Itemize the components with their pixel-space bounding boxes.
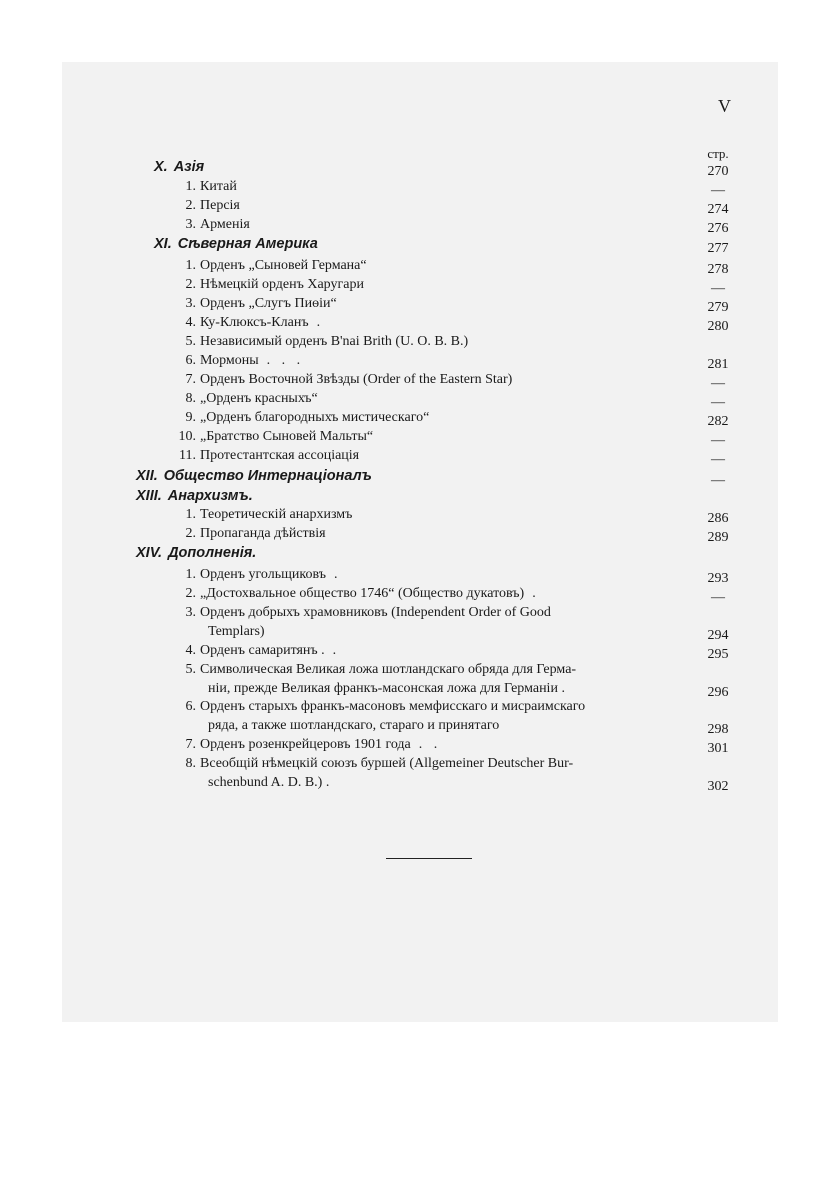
toc-entry-title: Протестантская ассоціація: [200, 448, 360, 463]
toc-entry-title: Азія: [173, 159, 205, 175]
toc-entry-title: Всеобщій нѣмецкій союзъ буршей (Allgemeiner Deutscher Bur-: [200, 756, 574, 771]
toc-entry: [176, 446, 359, 465]
toc-page-number: 294: [707, 628, 729, 643]
toc-entry: [176, 294, 337, 313]
toc-entry-number: 5.: [185, 662, 196, 677]
toc-entry-number: 1.: [185, 258, 196, 273]
toc-entry-number: 4.: [185, 315, 196, 330]
toc-entry: [176, 660, 576, 679]
toc-entry-number: 3.: [185, 217, 196, 232]
toc-entry-continuation: [208, 622, 265, 641]
toc-entry-number: XIII.: [136, 488, 162, 504]
toc-entry-title: ніи, прежде Великая франкъ-масонская ложа для Германіи .: [208, 681, 565, 696]
toc-page-number: 282: [707, 414, 729, 429]
toc-entry-number: 2.: [185, 586, 196, 601]
toc-page-number: 276: [707, 221, 729, 236]
toc-entry-title: Нѣмецкій орденъ Харугари: [200, 277, 364, 292]
toc-entry-title: Анархизмъ.: [167, 488, 253, 504]
toc-entry-number: 6.: [185, 353, 196, 368]
toc-entry-number: XIV.: [136, 545, 163, 561]
toc-page-number: 302: [707, 779, 729, 794]
toc-entry: [176, 256, 367, 275]
toc-page-number: —: [711, 590, 725, 605]
toc-section-heading: [136, 544, 256, 563]
toc-entry-title: „Орденъ красныхъ“: [200, 391, 318, 406]
toc-entry-continuation: [208, 679, 565, 698]
toc-page-number: 274: [707, 202, 729, 217]
toc-entry-title: „Братство Сыновей Мальты“: [200, 429, 374, 444]
toc-entry: [176, 427, 373, 446]
toc-entry-number: 7.: [185, 737, 196, 752]
toc-entry-title: Орденъ добрыхъ храмовниковъ (Independent Order of Good: [200, 605, 551, 620]
toc-entry-title: Орденъ Восточной Звѣзды (Order of the Eastern Star): [200, 372, 513, 387]
toc-entry-number: 10.: [178, 429, 196, 444]
toc-entry-number: XI.: [154, 236, 172, 252]
toc-page-number: 298: [707, 722, 729, 737]
toc-entry-title: Орденъ старыхъ франкъ-масоновъ мемфисскаго и мисраимскаго: [200, 699, 586, 714]
toc-entry: [176, 641, 340, 660]
toc-entry-number: 6.: [185, 699, 196, 714]
toc-entry-title: Китай: [200, 179, 237, 194]
toc-entry: [176, 313, 324, 332]
toc-page-number: 293: [707, 571, 729, 586]
toc-entry-title: „Орденъ благородныхъ мистическаго“: [200, 410, 430, 425]
toc-entry: [176, 524, 326, 543]
toc-section-heading: [136, 487, 253, 506]
toc-entry-title: Орденъ самаритянъ .: [200, 643, 325, 658]
toc-entry: [176, 370, 512, 389]
toc-entry-title: Персія: [200, 198, 240, 213]
toc-entry-number: 1.: [185, 507, 196, 522]
toc-entry-number: X.: [154, 159, 168, 175]
page-number: V: [718, 96, 731, 116]
toc-entry-continuation: [208, 716, 499, 735]
toc-page-number: —: [711, 395, 725, 410]
toc-entry: [176, 735, 441, 754]
toc-entry-number: 2.: [185, 198, 196, 213]
toc-entry-number: 7.: [185, 372, 196, 387]
toc-page-number: —: [711, 281, 725, 296]
toc-entry-title: Сѣверная Америка: [177, 236, 318, 252]
toc-entry-number: 8.: [185, 756, 196, 771]
toc-entry-number: 5.: [185, 334, 196, 349]
toc-entry-number: XII.: [136, 468, 158, 484]
toc-section-heading: [154, 235, 318, 254]
toc-page-number: 296: [707, 685, 729, 700]
toc-entry-title: Орденъ розенкрейцеровъ 1901 года: [200, 737, 411, 752]
toc-page-number: 278: [707, 262, 729, 277]
toc-section-heading: [136, 467, 372, 486]
toc-entry-number: 8.: [185, 391, 196, 406]
toc-entry: [176, 215, 250, 234]
toc-entry-title: Общество Интернаціоналъ: [163, 468, 372, 484]
toc-page-number: —: [711, 473, 725, 488]
toc-leader-dots: . . .: [266, 353, 305, 368]
toc-page-number: 286: [707, 511, 729, 526]
toc-page-number: 281: [707, 357, 729, 372]
toc-entry-title: Символическая Великая ложа шотландскаго обряда для Герма-: [200, 662, 577, 677]
toc-entry: [176, 408, 429, 427]
toc-entry: [176, 177, 237, 196]
toc-page-number: 295: [707, 647, 729, 662]
toc-entry-number: 3.: [185, 605, 196, 620]
toc-section-heading: [154, 158, 204, 177]
toc-entry-title: ряда, а также шотландскаго, стараго и принятаго: [208, 718, 500, 733]
toc-entry-number: 11.: [179, 448, 196, 463]
toc-entry: [176, 389, 318, 408]
toc-entry-title: schenbund A. D. B.) .: [208, 775, 330, 790]
toc-entry-number: 3.: [185, 296, 196, 311]
toc-entry-title: Templars): [208, 624, 265, 639]
toc-page-number: —: [711, 183, 725, 198]
toc-entry: [176, 565, 341, 584]
toc-entry: [176, 584, 540, 603]
toc-leader-dots: .: [532, 586, 540, 601]
toc-entry: [176, 351, 304, 370]
toc-page-number: 289: [707, 530, 729, 545]
toc-entry-number: 1.: [185, 567, 196, 582]
toc-entry-continuation: [208, 773, 329, 792]
toc-entry-number: 9.: [185, 410, 196, 425]
toc-page-number: 277: [707, 241, 729, 256]
toc-page-number: 301: [707, 741, 729, 756]
scan-area: [62, 62, 778, 1022]
page-column-label: стр.: [707, 146, 729, 161]
toc-page-number: 280: [707, 319, 729, 334]
toc-entry: [176, 697, 585, 716]
toc-entry-title: Ку-Клюксъ-Кланъ: [200, 315, 309, 330]
toc-leader-dots: .: [316, 315, 325, 330]
toc-entry-number: 1.: [185, 179, 196, 194]
toc-entry-title: „Достохвальное общество 1746“ (Общество дукатовъ): [200, 586, 525, 601]
toc-entry: [176, 332, 468, 351]
toc-entry-number: 2.: [185, 526, 196, 541]
toc-leader-dots: . .: [418, 737, 442, 752]
toc-page-number: —: [711, 452, 725, 467]
toc-entry-title: Пропаганда дѣйствія: [200, 526, 326, 541]
toc-entry-number: 4.: [185, 643, 196, 658]
toc-entry: [176, 754, 573, 773]
toc-page-number: 279: [707, 300, 729, 315]
toc-entry: [176, 505, 352, 524]
toc-page-number: 270: [707, 164, 729, 179]
toc-entry: [176, 603, 551, 622]
divider-rule: [386, 858, 472, 859]
toc-entry-title: Теоретическій анархизмъ: [200, 507, 353, 522]
toc-entry-title: Независимый орденъ B'nai Brith (U. O. B. B.): [200, 334, 469, 349]
toc-entry-title: Орденъ угольщиковъ: [200, 567, 326, 582]
toc-entry: [176, 275, 364, 294]
toc-entry-title: Дополненія.: [168, 545, 257, 561]
toc-leader-dots: .: [332, 643, 341, 658]
toc-entry-number: 2.: [185, 277, 196, 292]
toc-entry: [176, 196, 240, 215]
toc-entry-title: Арменія: [200, 217, 250, 232]
toc-page-number: —: [711, 433, 725, 448]
toc-page-number: —: [711, 376, 725, 391]
toc-entry-title: Мормоны: [200, 353, 259, 368]
toc-entry-title: Орденъ „Сыновей Германа“: [200, 258, 367, 273]
toc-leader-dots: .: [333, 567, 342, 582]
toc-entry-title: Орденъ „Слугъ Пиѳіи“: [200, 296, 337, 311]
